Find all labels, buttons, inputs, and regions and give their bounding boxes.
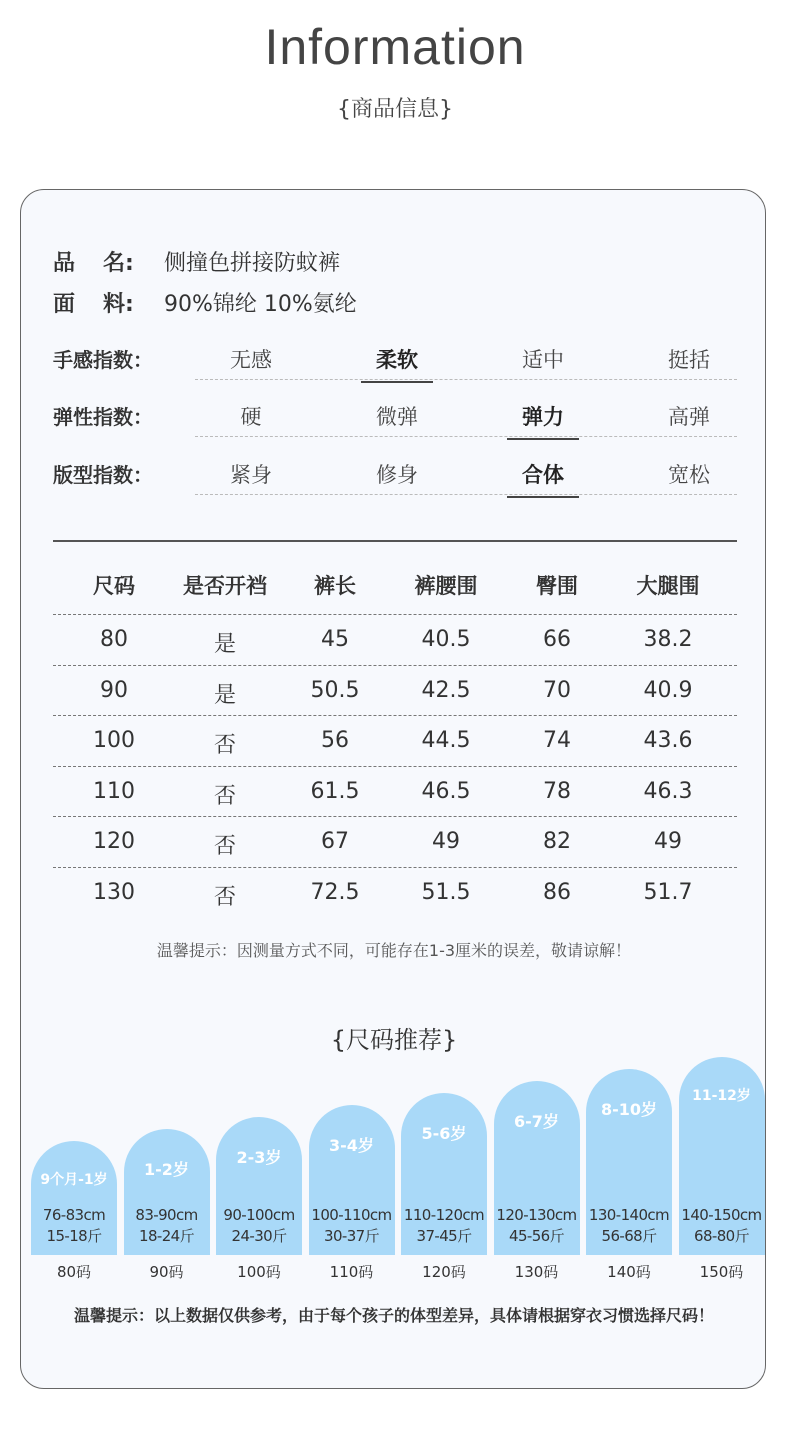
- table-cell: 86: [543, 880, 571, 905]
- index-option: 紧身: [230, 463, 272, 487]
- index-option: 适中: [522, 348, 564, 372]
- height-range: 83-90cm: [135, 1206, 198, 1224]
- size-recommend-card: [309, 1105, 395, 1255]
- table-header-cell: 裤腰围: [414, 574, 478, 598]
- table-cell: 38.2: [643, 627, 693, 652]
- table-cell: 否: [213, 834, 236, 860]
- size-recommend-card: [124, 1129, 210, 1255]
- height-range: 76-83cm: [42, 1206, 106, 1224]
- table-cell: 是: [213, 682, 236, 708]
- table-row: [53, 715, 737, 766]
- size-recommend-card: [401, 1093, 487, 1255]
- size-recommend-card: [586, 1069, 672, 1255]
- table-row: [53, 816, 737, 867]
- table-cell: 61.5: [310, 778, 360, 804]
- table-cell: 67: [321, 829, 349, 855]
- page-title: Information: [264, 19, 526, 75]
- age-label: 9个月-1岁: [40, 1172, 108, 1188]
- index-row: [53, 455, 737, 495]
- index-option: 修身: [376, 463, 418, 487]
- table-cell: 100: [93, 728, 135, 754]
- table-cell: 82: [543, 829, 571, 855]
- index-dashed-line: [195, 494, 737, 495]
- size-recommend-card: [31, 1141, 117, 1255]
- weight-range: 15-18斤: [46, 1227, 102, 1245]
- size-recommend-card: [216, 1117, 302, 1255]
- age-label: 2-3岁: [236, 1148, 282, 1167]
- recommend-title: {尺码推荐}: [330, 1026, 458, 1054]
- fabric-value: 90%锦纶 10%氨纶: [164, 292, 357, 317]
- index-option: 微弹: [376, 405, 418, 429]
- table-cell: 否: [213, 733, 236, 759]
- weight-range: 18-24斤: [139, 1227, 194, 1245]
- table-cell: 74: [543, 728, 571, 754]
- table-cell: 45: [321, 627, 349, 652]
- weight-range: 68-80斤: [694, 1227, 749, 1245]
- table-cell: 70: [543, 677, 571, 703]
- height-range: 110-120cm: [403, 1206, 485, 1224]
- index-row: [53, 397, 737, 437]
- weight-range: 24-30斤: [231, 1227, 287, 1245]
- table-cell: 46.3: [643, 778, 693, 804]
- size-label: 120码: [422, 1263, 466, 1281]
- table-cell: 49: [432, 829, 460, 855]
- height-range: 100-110cm: [311, 1206, 392, 1224]
- table-header: [53, 556, 737, 606]
- fabric-label: 面 料:: [53, 292, 134, 317]
- index-option-selected: 合体: [503, 459, 583, 489]
- table-header-cell: 大腿围: [636, 574, 700, 598]
- table-header-cell: 是否开裆: [183, 574, 267, 598]
- size-recommend-card: [494, 1081, 580, 1255]
- info-card: [20, 189, 766, 1389]
- index-option: 高弹: [668, 405, 710, 429]
- height-range: 130-140cm: [588, 1206, 670, 1224]
- table-cell: 80: [100, 627, 128, 652]
- index-row: [53, 340, 737, 380]
- age-label: 6-7岁: [514, 1112, 559, 1131]
- table-row: [53, 614, 737, 665]
- weight-range: 45-56斤: [509, 1227, 564, 1245]
- height-range: 120-130cm: [496, 1206, 577, 1224]
- height-range: 90-100cm: [223, 1206, 295, 1224]
- table-cell: 44.5: [421, 728, 471, 754]
- index-option-selected: 弹力: [503, 401, 583, 431]
- weight-range: 56-68斤: [601, 1227, 657, 1245]
- size-label: 90码: [149, 1263, 184, 1281]
- size-label: 80码: [56, 1263, 92, 1281]
- index-option: 无感: [230, 348, 272, 372]
- index-option: 宽松: [668, 463, 710, 487]
- page-subtitle: {商品信息}: [337, 97, 453, 122]
- size-label: 130码: [514, 1263, 559, 1281]
- table-cell: 120: [93, 829, 135, 855]
- table-cell: 否: [213, 783, 236, 809]
- table-cell: 43.6: [643, 728, 693, 754]
- table-row: [53, 766, 737, 817]
- table-cell: 56: [321, 728, 349, 754]
- table-header-cell: 臀围: [536, 574, 578, 598]
- table-top-rule: [53, 540, 737, 542]
- recommend-tip: 温馨提示：以上数据仅供参考，由于每个孩子的体型差异，具体请根据穿衣习惯选择尺码！: [73, 1306, 714, 1325]
- table-header-cell: 裤长: [314, 574, 356, 598]
- table-row: [53, 867, 737, 918]
- measure-tip: 温馨提示：因测量方式不同，可能存在1-3厘米的误差，敬请谅解！: [156, 941, 632, 960]
- table-cell: 40.9: [643, 677, 693, 703]
- table-cell: 90: [100, 677, 128, 703]
- table-row: [53, 665, 737, 716]
- table-cell: 50.5: [310, 677, 360, 703]
- table-cell: 78: [543, 778, 571, 804]
- table-cell: 是: [213, 632, 236, 657]
- index-option: 硬: [240, 405, 262, 429]
- age-label: 8-10岁: [600, 1100, 658, 1119]
- height-range: 140-150cm: [681, 1206, 762, 1224]
- table-cell: 46.5: [421, 778, 471, 804]
- size-label: 100码: [237, 1263, 281, 1281]
- size-label: 140码: [607, 1263, 651, 1281]
- table-cell: 42.5: [421, 677, 471, 703]
- table-cell: 110: [93, 778, 135, 804]
- index-dashed-line: [195, 436, 737, 437]
- table-cell: 否: [213, 885, 236, 910]
- product-name-row: [53, 246, 340, 277]
- weight-range: 30-37斤: [324, 1227, 379, 1245]
- weight-range: 37-45斤: [416, 1227, 472, 1245]
- size-label: 150码: [699, 1263, 744, 1281]
- table-cell: 130: [93, 880, 135, 905]
- table-cell: 51.5: [421, 880, 471, 905]
- table-cell: 72.5: [310, 880, 360, 905]
- table-cell: 66: [543, 627, 571, 652]
- product-name-value: 侧撞色拼接防蚊裤: [164, 251, 341, 276]
- size-label: 110码: [329, 1263, 374, 1281]
- fabric-row: [53, 287, 357, 318]
- index-label: 弹性指数：: [53, 405, 153, 429]
- index-label: 手感指数：: [53, 348, 153, 372]
- age-label: 3-4岁: [329, 1136, 374, 1155]
- size-recommend-card: [679, 1057, 765, 1255]
- age-label: 5-6岁: [421, 1124, 467, 1143]
- age-label: 1-2岁: [144, 1160, 189, 1179]
- table-header-cell: 尺码: [93, 574, 135, 598]
- table-cell: 49: [654, 829, 682, 855]
- table-cell: 51.7: [643, 880, 693, 905]
- index-option-selected: 柔软: [357, 344, 437, 374]
- table-cell: 40.5: [421, 627, 471, 652]
- age-label: 11-12岁: [692, 1088, 751, 1104]
- index-label: 版型指数：: [53, 463, 153, 487]
- index-option: 挺括: [668, 348, 710, 372]
- index-dashed-line: [195, 379, 737, 380]
- product-name-label: 品 名:: [53, 251, 134, 276]
